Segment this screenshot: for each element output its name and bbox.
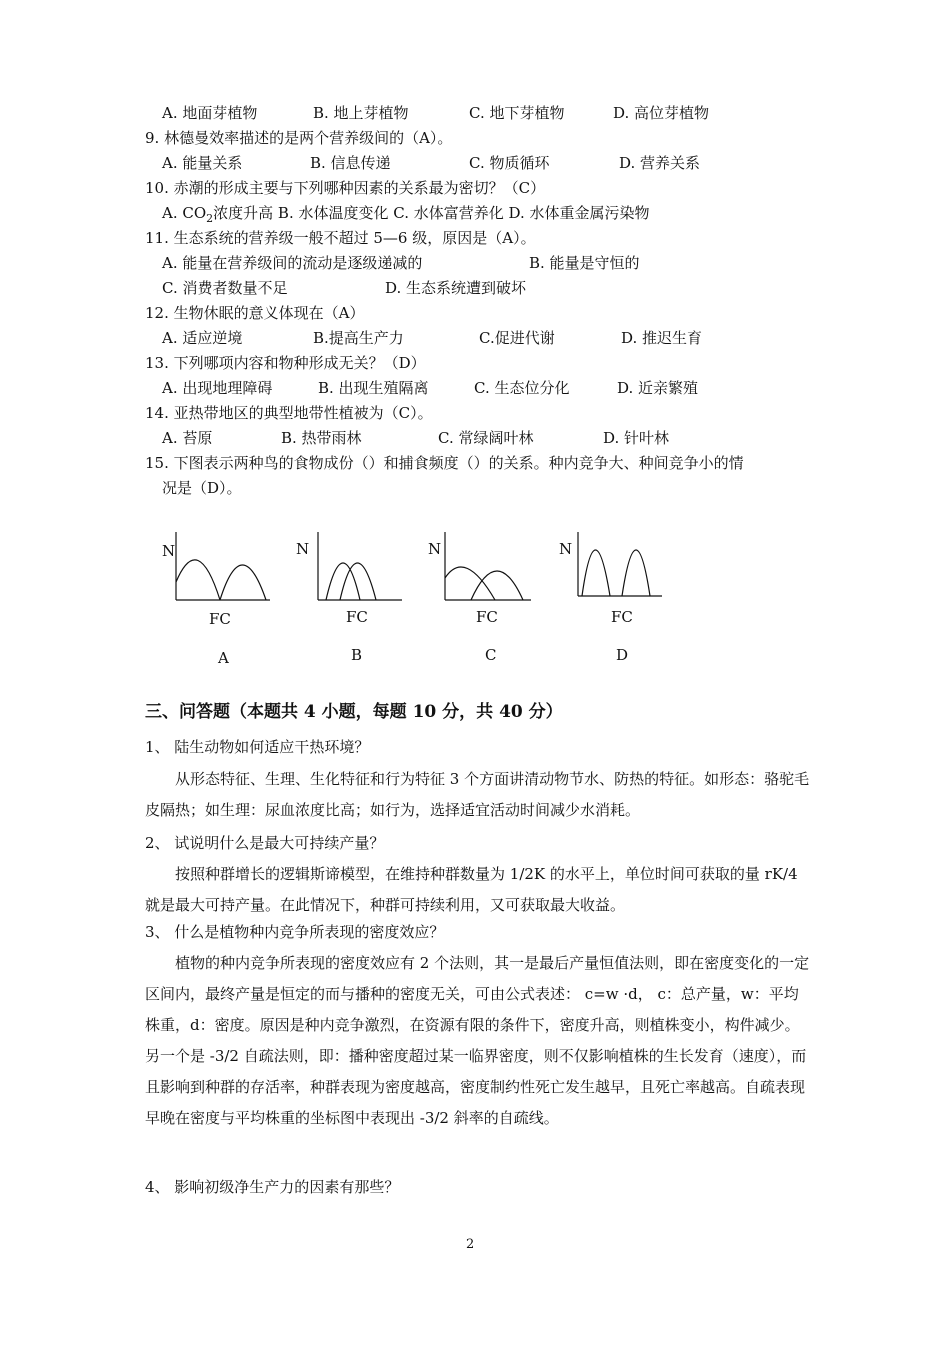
q9-option-d: D. 营养关系 xyxy=(619,154,701,172)
q9-stem: 9. 林德曼效率描述的是两个营养级间的（A）。 xyxy=(145,129,453,147)
q12-option-a: A. 适应逆境 xyxy=(162,329,243,347)
graph-b-curve-2 xyxy=(340,563,376,600)
graph-a xyxy=(158,528,278,667)
graph-b-curve-1 xyxy=(326,563,360,600)
q13-option-a: A. 出现地理障碍 xyxy=(162,379,273,397)
q14-option-b: B. 热带雨林 xyxy=(281,429,362,447)
q14-option-c: C. 常绿阔叶林 xyxy=(438,429,534,447)
q13-stem: 13. 下列哪项内容和物种形成无关？（D） xyxy=(145,354,426,372)
q12-stem: 12. 生物休眠的意义体现在（A） xyxy=(145,304,365,322)
graph-c-xlabel: FC xyxy=(476,608,498,626)
graph-c-letter: C xyxy=(485,646,497,664)
q11-option-d: D. 生态系统遭到破坏 xyxy=(385,279,527,297)
q10-stem: 10. 赤潮的形成主要与下列哪种因素的关系最为密切？（C） xyxy=(145,179,546,197)
q8-option-b: B. 地上芽植物 xyxy=(313,104,409,122)
sec3-q2-question: 2、 试说明什么是最大可持续产量？ xyxy=(145,834,385,852)
q13-option-b: B. 出现生殖隔离 xyxy=(318,379,429,397)
graph-d-curve-1 xyxy=(582,550,610,596)
graph-c xyxy=(427,528,537,664)
q13-option-d: D. 近亲繁殖 xyxy=(617,379,699,397)
q11-option-b: B. 能量是守恒的 xyxy=(529,254,640,272)
q12-option-d: D. 推迟生育 xyxy=(621,329,703,347)
graph-d xyxy=(558,528,668,664)
graph-b-ylabel: N xyxy=(296,540,310,558)
graph-c-plot xyxy=(427,528,537,608)
sec3-q1-question: 1、 陆生动物如何适应干热环境？ xyxy=(145,738,370,756)
q8-option-d: D. 高位芽植物 xyxy=(613,104,710,122)
q9-option-a: A. 能量关系 xyxy=(162,154,243,172)
q10-subscript: 2 xyxy=(206,212,214,225)
graph-a-curve-1 xyxy=(176,560,220,600)
graph-b-letter: B xyxy=(351,646,363,664)
graph-b-plot xyxy=(296,528,408,608)
q12-option-c: C.促进代谢 xyxy=(479,329,555,347)
graph-d-letter: D xyxy=(616,646,629,664)
graph-c-ylabel: N xyxy=(428,540,442,558)
graph-a-letter: A xyxy=(218,649,229,667)
sec3-q1-answer: 从形态特征、生理、生化特征和行为特征 3 个方面讲清动物节水、防热的特征。如形态：骆驼毛皮隔热；如生理：尿血浓度比高；如行为，选择适宜活动时间减少水消耗。 xyxy=(145,770,810,819)
graph-c-curve-1 xyxy=(445,567,495,600)
graph-a-curve-2 xyxy=(220,565,266,600)
q11-option-c: C. 消费者数量不足 xyxy=(162,279,288,297)
sec3-q4-question: 4、 影响初级净生产力的因素有那些？ xyxy=(145,1178,400,1196)
graph-d-plot xyxy=(558,528,668,608)
graph-a-ylabel: N xyxy=(162,542,176,560)
graph-d-curve-2 xyxy=(622,550,650,596)
q12-option-b: B.提高生产力 xyxy=(313,329,404,347)
graph-d-xlabel: FC xyxy=(611,608,633,626)
graph-a-plot xyxy=(158,528,278,608)
q15-stem-line1: 15. 下图表示两种鸟的食物成份（）和捕食频度（）的关系。种内竞争大、种间竞争小的情 xyxy=(145,454,744,472)
graph-d-ylabel: N xyxy=(559,540,573,558)
q8-option-a: A. 地面芽植物 xyxy=(162,104,258,122)
q15-stem-line2: 况是（D）。 xyxy=(162,479,242,497)
q10-options xyxy=(162,203,650,229)
q11-option-a: A. 能量在营养级间的流动是逐级递减的 xyxy=(162,254,423,272)
graph-b-xlabel: FC xyxy=(346,608,368,626)
graph-c-curve-2 xyxy=(471,571,523,600)
q9-option-b: B. 信息传递 xyxy=(310,154,391,172)
q9-option-c: C. 物质循环 xyxy=(469,154,550,172)
sec3-q2-answer: 按照种群增长的逻辑斯谛模型，在维持种群数量为 1/2K 的水平上，单位时间可获取的量 rK/4 就是最大可持产量。在此情况下，种群可持续利用，又可获取最大收益。 xyxy=(145,865,798,914)
q14-option-d: D. 针叶林 xyxy=(603,429,670,447)
q11-stem: 11. 生态系统的营养级一般不超过 5—6 级，原因是（A）。 xyxy=(145,229,536,247)
sec3-q3-answer: 植物的种内竞争所表现的密度效应有 2 个法则，其一是最后产量恒值法则，即在密度变化的一定区间内，最终产量是恒定的而与播种的密度无关，可由公式表述： c=w ·d， c：总产量，w：平均株重，d：密度。原因是种内竞争激烈，在资源有限的条件下，密度升高，则植株变小，构件减少。另一个是 -3/2 自疏法则，即：播种密度超过某一临界密度，则不仅影响植株的生长发育（速度），而且影响到种群的存活率，种群表现为密度越高，密度制约性死亡发生越早，且死亡率越高。自疏表现早晚在密度与平均株重的坐标图中表现出 -3/2 斜率的自疏线。 xyxy=(145,954,810,1127)
graph-b xyxy=(296,528,408,664)
page-number: 2 xyxy=(466,1237,475,1252)
q10-options-rest: 浓度升高 B. 水体温度变化 C. 水体富营养化 D. 水体重金属污染物 xyxy=(213,204,650,222)
q10-opt-a-prefix: A. CO xyxy=(162,204,207,222)
sec3-q3-question: 3、 什么是植物种内竞争所表现的密度效应？ xyxy=(145,923,445,941)
q13-option-c: C. 生态位分化 xyxy=(474,379,570,397)
section-3-title: 三、问答题（本题共 4 小题，每题 10 分，共 40 分） xyxy=(145,702,563,722)
graph-a-xlabel: FC xyxy=(209,610,231,628)
q14-stem: 14. 亚热带地区的典型地带性植被为（C）。 xyxy=(145,404,433,422)
q8-option-c: C. 地下芽植物 xyxy=(469,104,565,122)
q14-option-a: A. 苔原 xyxy=(162,429,213,447)
